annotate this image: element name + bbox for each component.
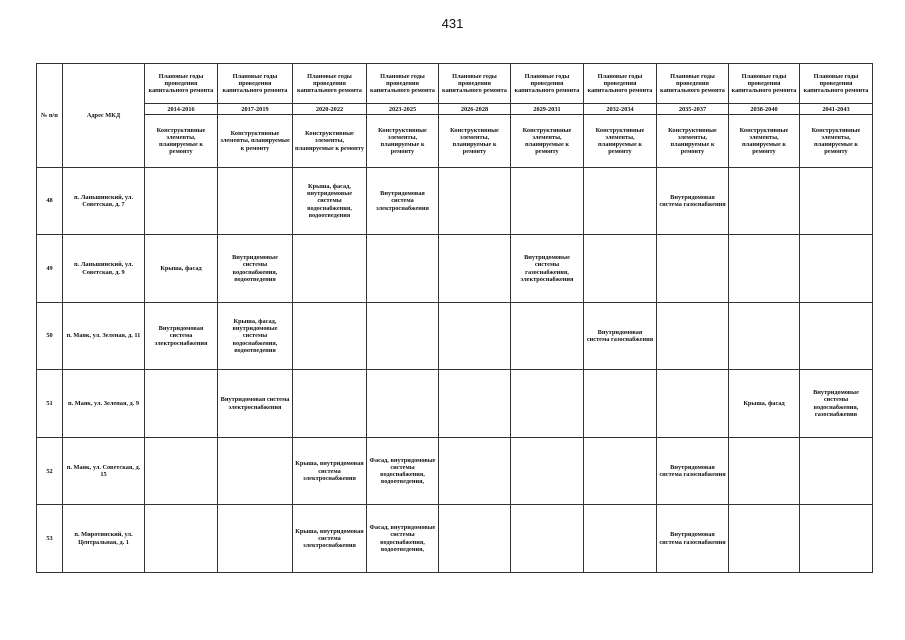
- header-period: 2017-2019: [218, 104, 293, 115]
- row-address: п. Маяк, ул. Зеленая, д. 9: [63, 370, 145, 438]
- repair-cell: [145, 437, 218, 505]
- repair-cell: Крыша, внутридомовая система электроснабжения: [293, 505, 367, 573]
- row-address: п. Маяк, ул. Советская, д. 15: [63, 437, 145, 505]
- repair-cell: [511, 167, 584, 235]
- header-elements-label: Конструктивные элементы, планируемые к ремонту: [584, 115, 657, 167]
- repair-cell: [800, 437, 873, 505]
- repair-cell: [800, 302, 873, 370]
- repair-cell: [584, 437, 657, 505]
- row-number: 51: [37, 370, 63, 438]
- repair-cell: [439, 167, 511, 235]
- repair-cell: [367, 235, 439, 303]
- repair-cell: [657, 370, 729, 438]
- row-number: 53: [37, 505, 63, 573]
- repair-cell: [729, 302, 800, 370]
- header-plan-label: Плановые годы проведения капитального ремонта: [218, 64, 293, 104]
- header-period: 2020-2022: [293, 104, 367, 115]
- header-period: 2035-2037: [657, 104, 729, 115]
- repair-cell: [145, 505, 218, 573]
- repair-cell: [367, 370, 439, 438]
- repair-cell: [218, 437, 293, 505]
- header-plan-label: Плановые годы проведения капитального ремонта: [800, 64, 873, 104]
- repair-cell: [584, 505, 657, 573]
- header-row-plan: [37, 64, 873, 104]
- repair-cell: Внутридомовая система газоснабжения: [657, 167, 729, 235]
- repair-cell: Крыша, внутридомовая система электроснабжения: [293, 437, 367, 505]
- header-plan-label: Плановые годы проведения капитального ремонта: [439, 64, 511, 104]
- header-elements-label: Конструктивные элементы, планируемые к ремонту: [218, 115, 293, 167]
- repair-cell: Внутридомовая система электроснабжения: [367, 167, 439, 235]
- repair-cell: [293, 370, 367, 438]
- header-period: 2032-2034: [584, 104, 657, 115]
- header-no: № п/п: [37, 64, 63, 168]
- repair-cell: [729, 235, 800, 303]
- row-number: 52: [37, 437, 63, 505]
- header-plan-label: Плановые годы проведения капитального ремонта: [293, 64, 367, 104]
- repair-cell: [584, 235, 657, 303]
- row-address: п. Ланьшинский, ул. Советская, д. 9: [63, 235, 145, 303]
- repair-cell: [657, 235, 729, 303]
- table-row: [37, 505, 873, 573]
- capital-repair-table: [36, 63, 873, 573]
- repair-cell: Крыша, фасад, внутридомовые системы водоснабжения, водоотведения: [218, 302, 293, 370]
- repair-cell: [800, 235, 873, 303]
- repair-cell: Внутридомовые системы водоснабжения, газоснабжения: [800, 370, 873, 438]
- repair-cell: [439, 235, 511, 303]
- row-address: п. Миротинский, ул. Центральная, д. 1: [63, 505, 145, 573]
- header-plan-label: Плановые годы проведения капитального ремонта: [145, 64, 218, 104]
- repair-cell: [511, 437, 584, 505]
- header-period: 2041-2043: [800, 104, 873, 115]
- repair-cell: [584, 370, 657, 438]
- header-elements-label: Конструктивные элементы, планируемые к ремонту: [293, 115, 367, 167]
- row-address: п. Маяк, ул. Зеленая, д. 11: [63, 302, 145, 370]
- repair-cell: [729, 437, 800, 505]
- row-number: 50: [37, 302, 63, 370]
- header-plan-label: Плановые годы проведения капитального ремонта: [657, 64, 729, 104]
- repair-cell: Внутридомовая система электроснабжения: [218, 370, 293, 438]
- repair-cell: Внутридомовая система электроснабжения: [145, 302, 218, 370]
- repair-cell: Крыша, фасад, внутридомовые системы водоснабжения, водоотведения: [293, 167, 367, 235]
- header-period: 2026-2028: [439, 104, 511, 115]
- table-row: [37, 370, 873, 438]
- repair-cell: [293, 302, 367, 370]
- table-row: [37, 302, 873, 370]
- repair-cell: Внутридомовая система газоснабжения: [657, 505, 729, 573]
- repair-cell: [511, 302, 584, 370]
- header-address: Адрес МКД: [63, 64, 145, 168]
- header-row-periods: [37, 104, 873, 115]
- row-number: 49: [37, 235, 63, 303]
- repair-cell: [145, 370, 218, 438]
- table-row: [37, 235, 873, 303]
- repair-cell: [800, 167, 873, 235]
- header-elements-label: Конструктивные элементы, планируемые к ремонту: [439, 115, 511, 167]
- repair-cell: [293, 235, 367, 303]
- table-row: [37, 167, 873, 235]
- header-elements-label: Конструктивные элементы, планируемые к ремонту: [511, 115, 584, 167]
- header-elements-label: Конструктивные элементы, планируемые к ремонту: [367, 115, 439, 167]
- header-elements-label: Конструктивные элементы, планируемые к ремонту: [729, 115, 800, 167]
- repair-cell: Крыша, фасад: [729, 370, 800, 438]
- repair-cell: [511, 370, 584, 438]
- repair-cell: [439, 370, 511, 438]
- header-period: 2014-2016: [145, 104, 218, 115]
- repair-cell: [367, 302, 439, 370]
- header-period: 2023-2025: [367, 104, 439, 115]
- repair-cell: Внутридомовые системы водоснабжения, водоотведения: [218, 235, 293, 303]
- header-elements-label: Конструктивные элементы, планируемые к ремонту: [800, 115, 873, 167]
- repair-cell: [439, 302, 511, 370]
- repair-cell: [218, 505, 293, 573]
- repair-cell: [729, 167, 800, 235]
- repair-cell: Внутридомовые системы газоснабжения, электроснабжения: [511, 235, 584, 303]
- repair-cell: [584, 167, 657, 235]
- repair-cell: Внутридомовая система газоснабжения: [584, 302, 657, 370]
- repair-cell: [439, 437, 511, 505]
- repair-cell: Фасад, внутридомовые системы водоснабжения, водоотведения,: [367, 505, 439, 573]
- header-period: 2029-2031: [511, 104, 584, 115]
- repair-cell: [218, 167, 293, 235]
- header-plan-label: Плановые годы проведения капитального ремонта: [584, 64, 657, 104]
- header-plan-label: Плановые годы проведения капитального ремонта: [511, 64, 584, 104]
- header-plan-label: Плановые годы проведения капитального ремонта: [367, 64, 439, 104]
- header-elements-label: Конструктивные элементы, планируемые к ремонту: [657, 115, 729, 167]
- repair-cell: Фасад, внутридомовые системы водоснабжения, водоотведения,: [367, 437, 439, 505]
- repair-cell: [800, 505, 873, 573]
- repair-cell: Внутридомовая система газоснабжения: [657, 437, 729, 505]
- row-address: п. Ланьшинский, ул. Советская, д. 7: [63, 167, 145, 235]
- repair-cell: [657, 302, 729, 370]
- page-number: 431: [441, 16, 464, 31]
- header-period: 2038-2040: [729, 104, 800, 115]
- header-row-elements: [37, 115, 873, 167]
- header-elements-label: Конструктивные элементы, планируемые к ремонту: [145, 115, 218, 167]
- table-row: [37, 437, 873, 505]
- repair-cell: [439, 505, 511, 573]
- repair-cell: [145, 167, 218, 235]
- repair-cell: [729, 505, 800, 573]
- header-plan-label: Плановые годы проведения капитального ремонта: [729, 64, 800, 104]
- repair-cell: Крыша, фасад: [145, 235, 218, 303]
- repair-cell: [511, 505, 584, 573]
- row-number: 48: [37, 167, 63, 235]
